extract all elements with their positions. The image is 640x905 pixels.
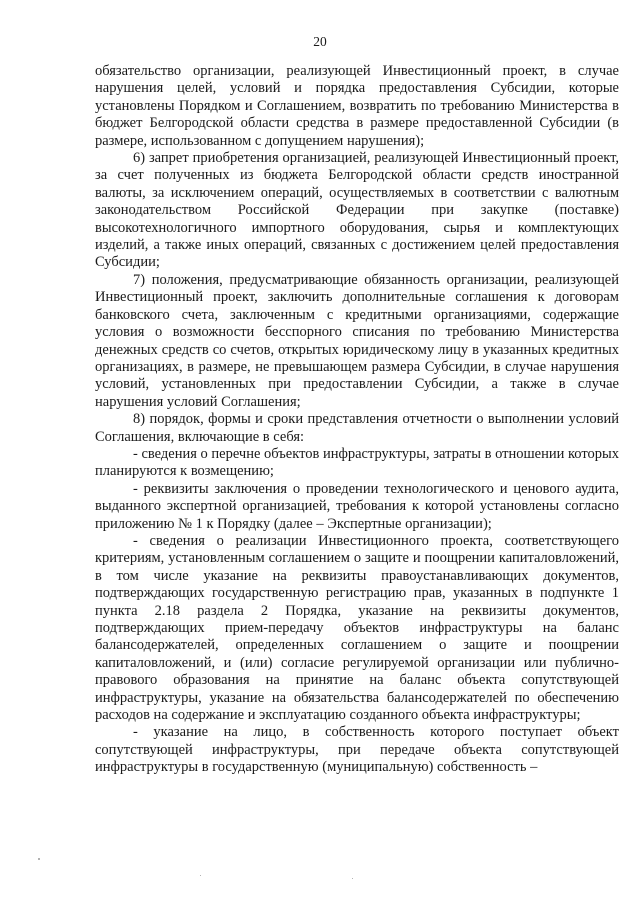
page-number: 20 <box>313 34 327 49</box>
paragraph-ownership-indication: - указание на лицо, в собственность которого поступает объект сопутствующей инфраструктуры, при передаче объекта сопутствующей инфраструктуры в государственную (муниципальную) собственность – <box>95 724 619 776</box>
paragraph-project-implementation: - сведения о реализации Инвестиционного проекта, соответствующего критериям, установленным соглашением о защите и поощрении капиталовложений, в том числе указание на реквизиты правоустанавливающих документов, подтверждающих государственную регистрацию прав, указанных в подпункте 1 пункта 2.18 раздела 2 Порядка, указание на реквизиты документов, подтверждающих прием-передачу объектов инфраструктуры на баланс балансодержателей, определенных соглашением о защите и поощрении капиталовложений, и (или) согласие регулируемой организации или публично-правового образования на принятие на баланс объекта сопутствующей инфраструктуры, указание на обязательства балансодержателей по обеспечению расходов на содержание и эксплуатацию созданного объекта инфраструктуры; <box>95 532 619 724</box>
paragraph-item-7: 7) положения, предусматривающие обязанность организации, реализующей Инвестиционный проект, заключить дополнительные соглашения к договорам банковского счета, заключенным с кредитными организациями, содержащие условия о возможности бесспорного списания по требованию Министерства денежных средств со счетов, открытых юридическому лицу в указанных кредитных организациях, в размере, не превышающем размера Субсидии, в случае нарушения условий, установленных при предоставлении Субсидии, а также в случае нарушения условий Соглашения; <box>95 271 619 410</box>
paragraph-item-8: 8) порядок, формы и сроки представления отчетности о выполнении условий Соглашения, включающие в себя: <box>95 411 619 445</box>
paragraph-item-6: 6) запрет приобретения организацией, реализующей Инвестиционный проект, за счет полученных из бюджета Белгородской области средств иностранной валюты, за исключением операций, осуществляемых в соответствии с валютным законодательством Российской Федерации при закупке (поставке) высокотехнологичного импортного оборудования, сырья и комплектующих изделий, а также иных операций, связанных с достижением целей предоставления Субсидии; <box>95 150 619 271</box>
paragraph-infrastructure-list: - сведения о перечне объектов инфраструктуры, затраты в отношении которых планируются к возмещению; <box>95 445 620 480</box>
scan-speck <box>352 878 353 879</box>
paragraph-obligation-return: обязательство организации, реализующей Инвестиционный проект, в случае нарушения целей, условий и порядка предоставления Субсидии, которые установлены Порядком и Соглашением, возвратить по требованию Министерства в бюджет Белгородской области средства в размере предоставленной Субсидии (в размере, использованном с допущением нарушения); <box>95 63 619 149</box>
paragraph-audit-requisites: - реквизиты заключения о проведении технологического и ценового аудита, выданного экспертной организацией, требования к которой установлены согласно приложению № 1 к Порядку (далее – Экспертные организации); <box>95 480 619 532</box>
scan-speck <box>200 875 201 876</box>
document-body <box>95 63 619 777</box>
scan-speck <box>38 858 40 860</box>
